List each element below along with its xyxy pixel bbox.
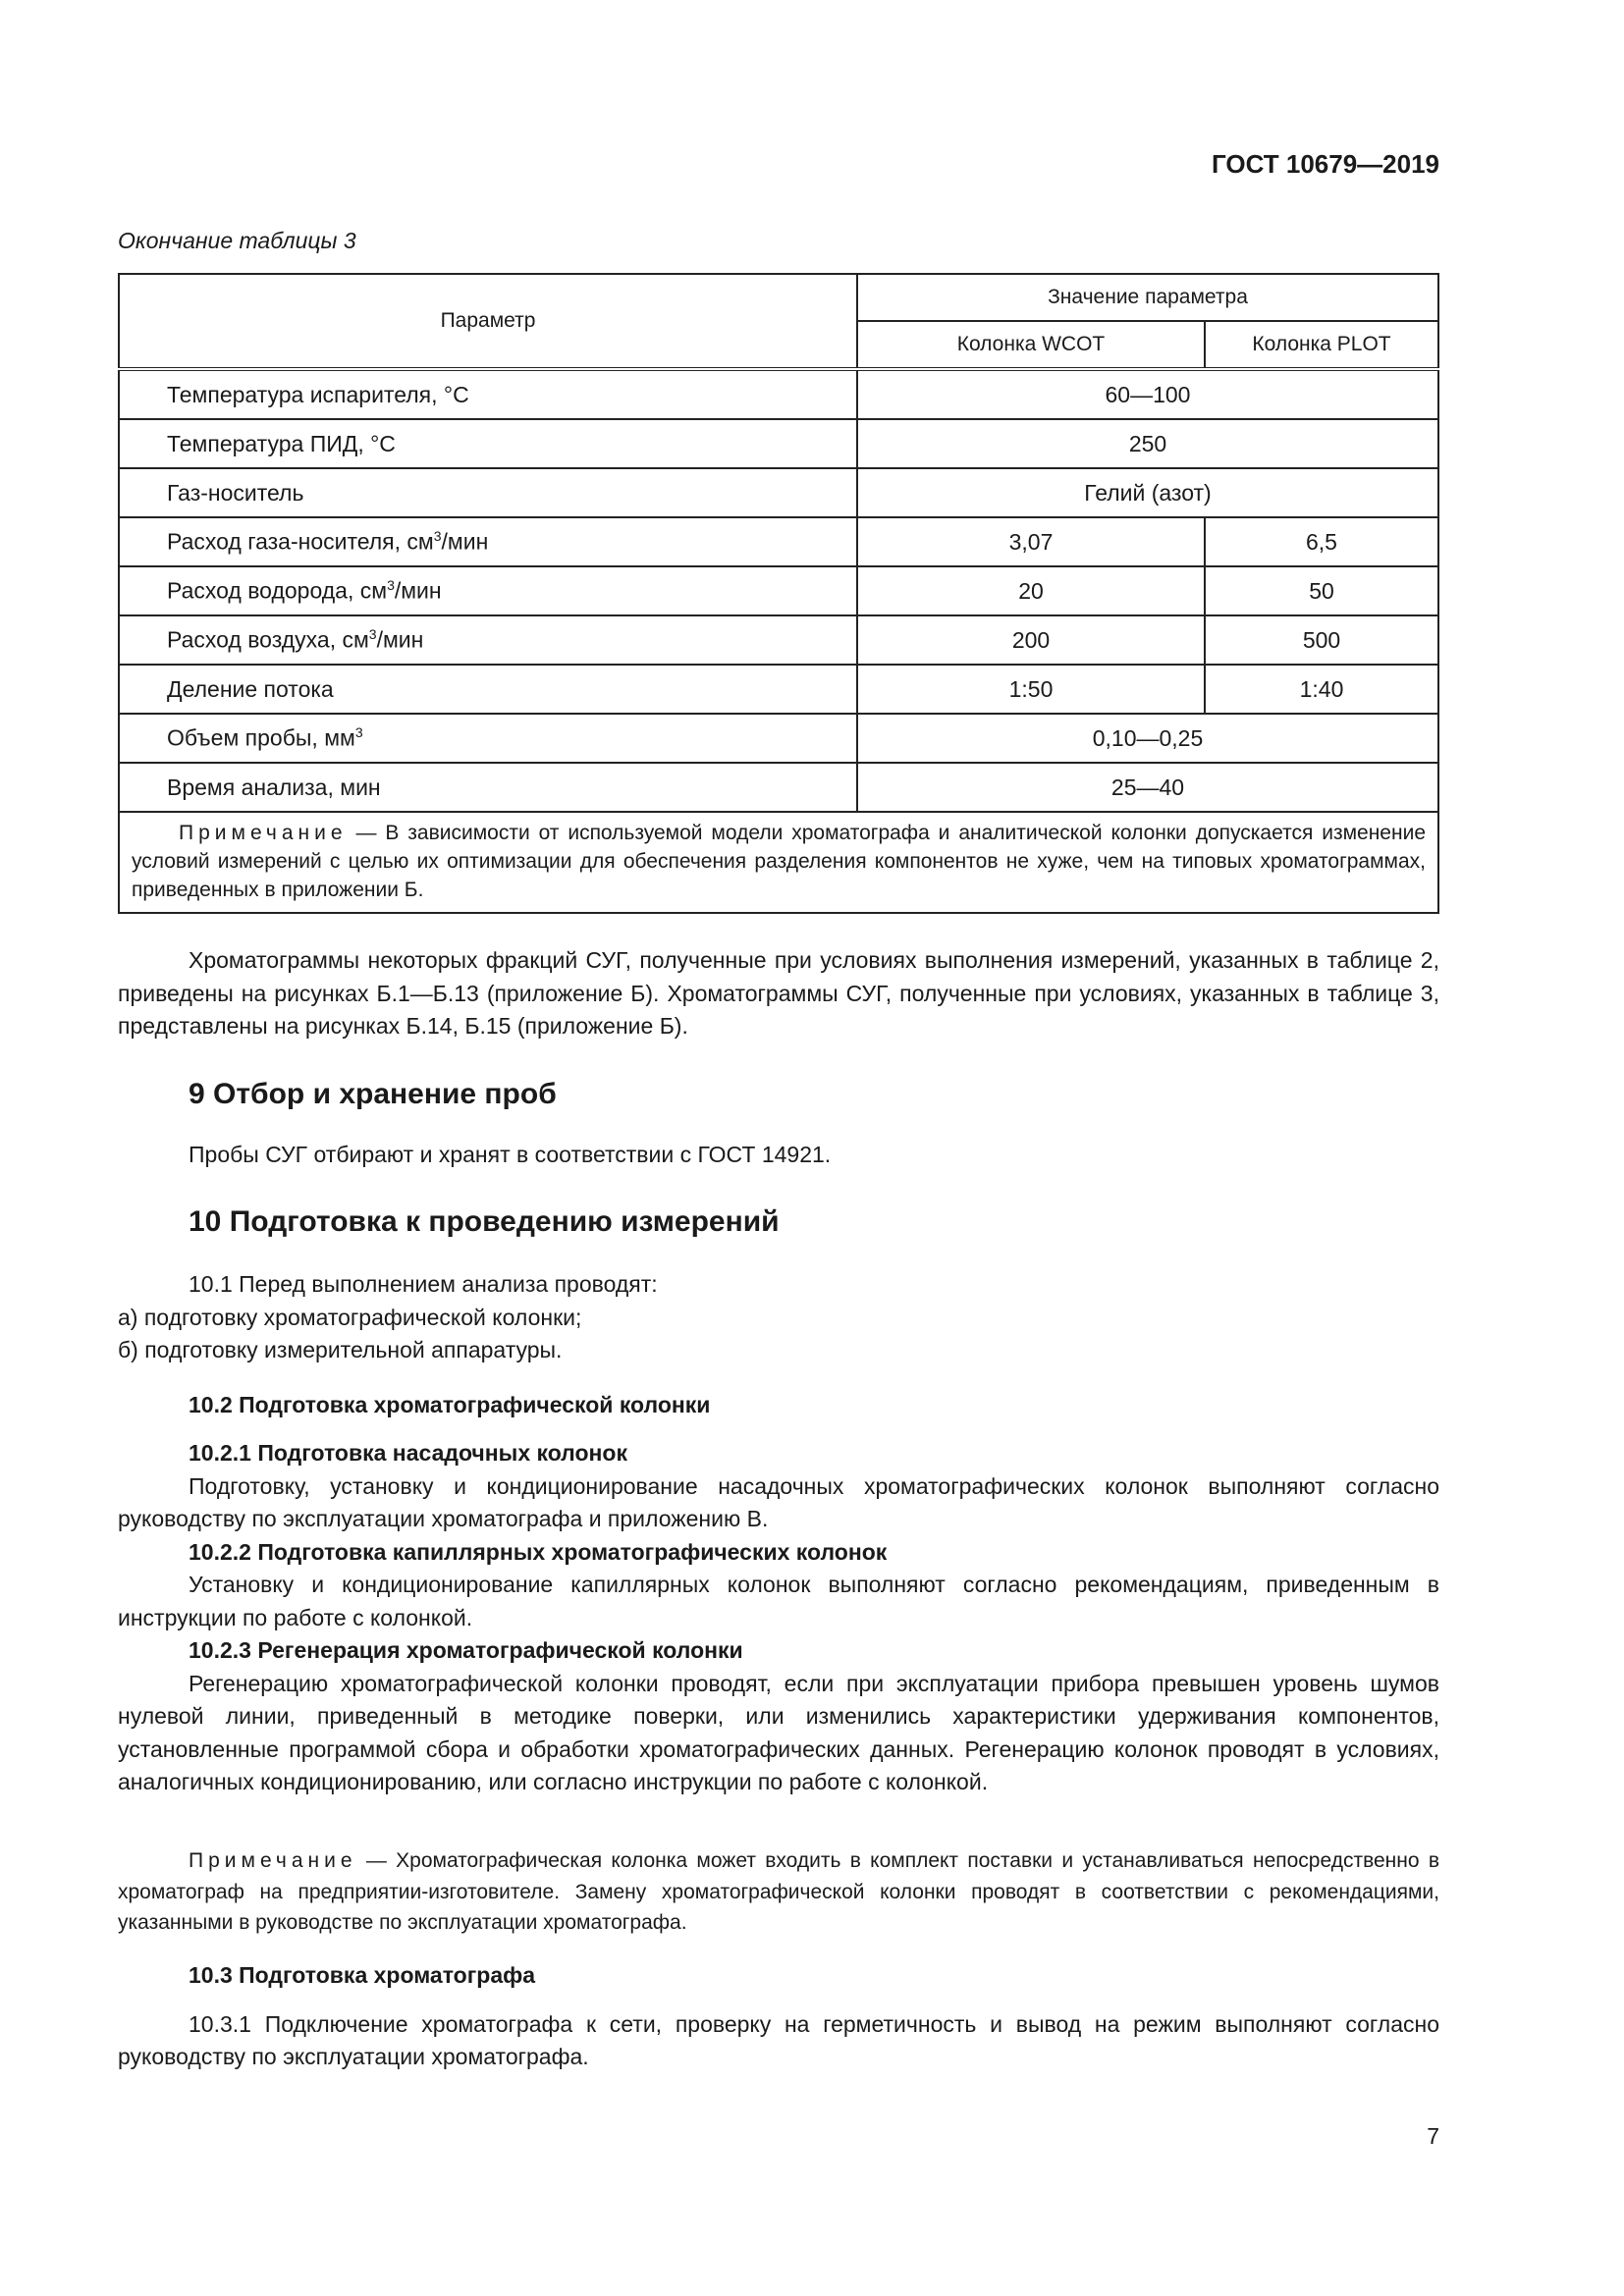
col-value-header: Значение параметра: [857, 274, 1438, 321]
paragraph-text: Регенерацию хроматографической колонки проводят, если при эксплуатации прибора превышен уровень шумов нулевой линии, приведенный в методике поверки, или изменились характеристики удерживания компонентов, установленные программой сбора и обработки хроматографических данных. Регенерацию колонок проводят в условиях, аналогичных кондиционированию, или согласно инструкции по работе с колонкой.: [118, 1670, 1439, 1794]
superscript: 3: [354, 724, 363, 741]
superscript: 3: [433, 528, 442, 545]
wcot-value: 3,07: [857, 517, 1205, 566]
section-10-title: 10 Подготовка к проведению измерений: [189, 1205, 780, 1238]
superscript: 3: [387, 577, 395, 594]
list-item: а) подготовку хроматографической колонки;: [118, 1304, 582, 1330]
note: [118, 1845, 1439, 1939]
table-row: Газ-носитель Гелий (азот): [119, 468, 1438, 517]
unit: /мин: [394, 577, 442, 604]
wcot-value: 200: [857, 615, 1205, 665]
section-10-body: [118, 1268, 1439, 1799]
param-label: Объем пробы, мм: [167, 724, 355, 751]
col-param-header: Параметр: [119, 274, 857, 369]
plot-value: 50: [1205, 566, 1438, 615]
table-row: [119, 615, 1438, 665]
table-row: Температура ПИД, °С 250: [119, 419, 1438, 468]
superscript: 3: [368, 626, 377, 643]
table-row: Объем пробы, $мм^3$ 0,10—0,25: [119, 714, 1438, 763]
note-text: — В зависимости от используемой модели хроматографа и аналитической колонки допускается изменение условий измерений с целью их оптимизации для обеспечения разделения компонентов не хуже, чем на типовых хроматограммах, приведенных в приложении Б.: [132, 822, 1426, 901]
note-text: — Хроматографическая колонка может входить в комплект поставки и устанавливаться непосредственно в хроматограф на предприятии-изготовителе. Замену хроматографической колонки проводят в соответствии с рекомендациями, указанными в руководстве по эксплуатации хроматографа.: [118, 1849, 1439, 1934]
paragraph-text: Подготовку, установку и кондиционирование насадочных хроматографических колонок выполняют согласно руководству по эксплуатации хроматографа и приложению В.: [118, 1472, 1439, 1531]
parameters-table: [118, 273, 1439, 914]
list-item: б) подготовку измерительной аппаратуры.: [118, 1337, 563, 1362]
subsection-title: 10.2 Подготовка хроматографической колонки: [189, 1391, 711, 1417]
plot-value: 6,5: [1205, 517, 1438, 566]
paragraph-text: Хроматограммы некоторых фракций СУГ, полученные при условиях выполнения измерений, указанных в таблице 2, приведены на рисунках Б.1—Б.13 (приложение Б). Хроматограммы СУГ, полученные при условиях, указанных в таблице 3, представлены на рисунках Б.14, Б.15 (приложение Б).: [118, 947, 1439, 1039]
plot-value: 500: [1205, 615, 1438, 665]
col-wcot-header: Колонка WCOT: [857, 321, 1205, 369]
wcot-value: 1:50: [857, 665, 1205, 714]
plot-value: 1:40: [1205, 665, 1438, 714]
section-9-title: 9 Отбор и хранение проб: [189, 1078, 557, 1110]
wcot-value: 20: [857, 566, 1205, 615]
section-10-3: [118, 1959, 1439, 2074]
paragraph-text: Установку и кондиционирование капиллярных колонок выполняют согласно рекомендациям, приведенным в инструкции по работе с колонкой.: [118, 1572, 1439, 1630]
param-label: Расход газа-носителя, см: [167, 528, 434, 555]
page-number: 7: [1427, 2123, 1439, 2149]
document-header: ГОСТ 10679—2019: [1212, 149, 1439, 179]
unit: /мин: [376, 626, 424, 653]
note-label: Примечание: [189, 1849, 357, 1872]
param-label: Расход водорода, см: [167, 577, 388, 604]
paragraph-text: 10.3.1 Подключение хроматографа к сети, проверку на герметичность и вывод на режим выполняют согласно руководству по эксплуатации хроматографа.: [118, 2010, 1439, 2069]
table-row: [119, 566, 1438, 615]
table-note-row: [119, 812, 1438, 913]
table-row: Деление потока 1:50 1:40: [119, 665, 1438, 714]
table-row: Время анализа, мин 25—40: [119, 763, 1438, 812]
paragraph-text: 10.1 Перед выполнением анализа проводят:: [189, 1271, 658, 1297]
table-row: [119, 517, 1438, 566]
unit: /мин: [441, 528, 489, 555]
note-label: Примечание: [179, 822, 348, 844]
table-row: Температура испарителя, °С 60—100: [119, 369, 1438, 419]
subsection-title: 10.2.1 Подготовка насадочных колонок: [189, 1440, 627, 1466]
subsection-title: 10.2.3 Регенерация хроматографической колонки: [189, 1637, 743, 1663]
table-caption: Окончание таблицы 3: [118, 228, 356, 253]
paragraph: [118, 944, 1439, 1043]
subsection-title: 10.3 Подготовка хроматографа: [189, 1962, 536, 1988]
col-plot-header: Колонка PLOT: [1205, 321, 1438, 369]
paragraph-text: Пробы СУГ отбирают и хранят в соответствии с ГОСТ 14921.: [189, 1142, 832, 1167]
subsection-title: 10.2.2 Подготовка капиллярных хроматографических колонок: [189, 1538, 888, 1565]
section-9-text: [118, 1139, 1439, 1172]
param-label: Расход воздуха, см: [167, 626, 369, 653]
